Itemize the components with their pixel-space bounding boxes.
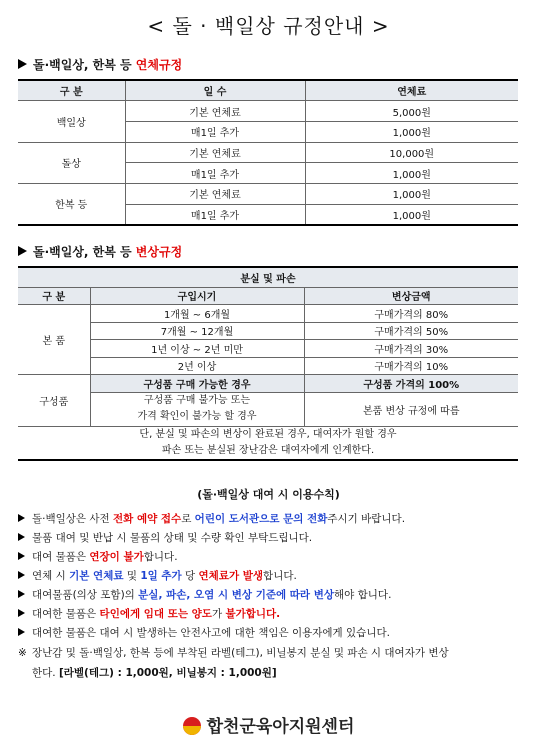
fee-cell: 10,000원 — [305, 142, 518, 163]
period-cell: 2년 이상 — [90, 357, 304, 375]
triangle-bullet-icon — [18, 590, 25, 598]
triangle-bullet-icon — [18, 609, 25, 617]
category-cell: 백일상 — [18, 101, 125, 142]
compensation-highlight: 변상규정 — [135, 245, 183, 259]
fee-cell: 5,000원 — [305, 101, 518, 122]
list-item: 대여 물품은 연장이 불가합니다. — [18, 548, 523, 567]
list-item: 대여물품(의상 포함)의 분실, 파손, 오염 시 변상 기준에 따라 변상해야 합니다. — [18, 586, 523, 605]
triangle-bullet-icon — [18, 552, 25, 560]
days-cell: 매1일 추가 — [125, 121, 305, 142]
table-row — [18, 142, 518, 163]
table-row — [18, 183, 518, 204]
center-name: 합천군육아지원센터 — [206, 717, 355, 737]
fee-cell: 1,000원 — [305, 183, 518, 204]
period-cell: 1년 이상 ~ 2년 미만 — [90, 340, 304, 358]
category-cell: 본 품 — [18, 305, 90, 375]
table-row — [18, 322, 518, 340]
amount-cell: 구매가격의 50% — [304, 322, 518, 340]
amount-cell: 본품 변상 규정에 따름 — [304, 392, 518, 426]
list-item: 대여한 물품은 대여 시 발생하는 안전사고에 대한 책임은 이용자에게 있습니다. — [18, 624, 523, 643]
header-days: 일 수 — [125, 80, 305, 101]
triangle-bullet-icon — [18, 533, 25, 541]
reference-mark: ※ — [18, 647, 27, 659]
center-logo — [0, 712, 537, 737]
triangle-bullet-icon — [18, 514, 25, 522]
usage-rules-heading: (돌·백일상 대여 시 이용수칙) — [197, 488, 340, 501]
table-caption-row — [18, 267, 518, 287]
section-heading-compensation: 돌·백일상, 한복 등 변상규정 — [18, 243, 182, 260]
fee-cell: 1,000원 — [305, 121, 518, 142]
table-row — [18, 305, 518, 323]
fee-cell: 1,000원 — [305, 204, 518, 225]
list-item: 물품 대여 및 반납 시 물품의 상태 및 수량 확인 부탁드립니다. — [18, 529, 523, 548]
table-note-row — [18, 426, 518, 460]
usage-rules-list — [18, 510, 523, 643]
list-item: 돌·백일상은 사전 전화 예약 접수로 어린이 도서관으로 문의 전화주시기 바랍니다. — [18, 510, 523, 529]
header-category: 구 분 — [18, 80, 125, 101]
page-title: < 돌 · 백일상 규정안내 > — [147, 14, 390, 38]
late-fee-table — [18, 79, 518, 226]
list-item: 연체 시 기본 연체료 및 1일 추가 당 연체료가 발생합니다. — [18, 567, 523, 586]
table-row — [18, 357, 518, 375]
days-cell: 기본 연체료 — [125, 142, 305, 163]
center-emblem-icon — [183, 717, 201, 735]
days-cell: 기본 연체료 — [125, 101, 305, 122]
fee-cell: 1,000원 — [305, 163, 518, 184]
triangle-bullet-icon — [18, 246, 27, 256]
category-cell: 돌상 — [18, 142, 125, 183]
amount-cell: 구매가격의 80% — [304, 305, 518, 323]
header-compensation-amount: 변상금액 — [304, 287, 518, 305]
table-header-row — [18, 80, 518, 101]
footnote: ※ 장난감 및 돌·백일상, 한복 등에 부착된 라벨(테그), 비닐봉지 분실 및 파손 시 대여자가 변상 한다. [라벨(테그) : 1,000원, 비닐봉지 : 1,000원] — [18, 643, 523, 683]
triangle-bullet-icon — [18, 59, 27, 69]
table-row — [18, 375, 518, 393]
period-cell: 구성품 구매 가능한 경우 — [90, 375, 304, 393]
triangle-bullet-icon — [18, 571, 25, 579]
header-purchase-period: 구입시기 — [90, 287, 304, 305]
period-cell: 7개월 ~ 12개월 — [90, 322, 304, 340]
header-late-fee: 연체료 — [305, 80, 518, 101]
period-cell: 구성품 구매 불가능 또는 가격 확인이 불가능 할 경우 — [90, 392, 304, 426]
table-row — [18, 101, 518, 122]
table-caption: 분실 및 파손 — [18, 267, 518, 287]
triangle-bullet-icon — [18, 628, 25, 636]
section-heading-late-fee: 돌·백일상, 한복 등 연체규정 — [18, 56, 182, 73]
amount-cell: 구매가격의 10% — [304, 357, 518, 375]
header-category: 구 분 — [18, 287, 90, 305]
amount-cell: 구성품 가격의 100% — [304, 375, 518, 393]
table-row — [18, 340, 518, 358]
days-cell: 매1일 추가 — [125, 163, 305, 184]
table-header-row — [18, 287, 518, 305]
category-cell: 구성품 — [18, 375, 90, 427]
days-cell: 매1일 추가 — [125, 204, 305, 225]
compensation-table — [18, 266, 518, 461]
late-fee-highlight: 연체규정 — [135, 58, 183, 72]
amount-cell: 구매가격의 30% — [304, 340, 518, 358]
table-row — [18, 392, 518, 426]
list-item: 대여한 물품은 타인에게 임대 또는 양도가 불가합니다. — [18, 605, 523, 624]
days-cell: 기본 연체료 — [125, 183, 305, 204]
note-cell: 단, 분실 및 파손의 변상이 완료된 경우, 대여자가 원할 경우 파손 또는 분실된 장난감은 대여자에게 인계한다. — [18, 426, 518, 460]
category-cell: 한복 등 — [18, 183, 125, 224]
period-cell: 1개월 ~ 6개월 — [90, 305, 304, 323]
